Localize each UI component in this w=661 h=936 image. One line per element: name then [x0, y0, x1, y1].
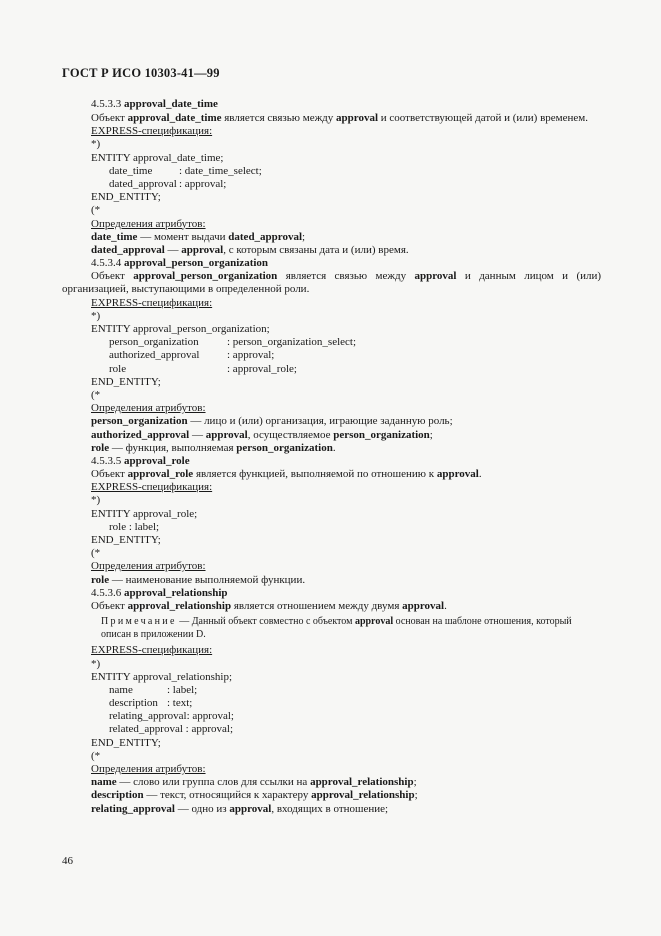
entity-attribute: relating_approval: approval;	[109, 710, 234, 723]
attribute-definition: person_organization — лицо и (или) организация, играющие заданную роль;	[91, 415, 453, 428]
section-description: Объект approval_relationship является отношением между двумя approval.	[91, 599, 447, 612]
attribute-definitions-label: Определения атрибутов:	[91, 217, 206, 230]
entity-declaration: ENTITY approval_role;	[91, 507, 198, 520]
express-close: (*	[91, 204, 101, 217]
entity-attribute: date_time : date_time_select;	[109, 164, 262, 177]
attribute-definitions-label: Определения атрибутов:	[91, 763, 206, 776]
entity-end: END_ENTITY;	[91, 375, 161, 388]
section-heading: 4.5.3.3 approval_date_time	[91, 98, 218, 110]
express-open: *)	[91, 657, 101, 670]
section-heading: 4.5.3.5 approval_role	[91, 454, 190, 467]
express-open: *)	[91, 309, 101, 322]
entity-declaration: ENTITY approval_person_organization;	[91, 323, 270, 336]
express-spec-label: EXPRESS-спецификация:	[91, 481, 213, 494]
entity-attribute: role : approval_role;	[109, 362, 297, 375]
attribute-definitions-label: Определения атрибутов:	[91, 560, 206, 573]
express-spec-label: EXPRESS-спецификация:	[91, 644, 213, 657]
express-spec-label: EXPRESS-спецификация:	[91, 296, 213, 309]
attribute-definition: name — слово или группа слов для ссылки на approval_relationship;	[91, 776, 417, 789]
express-close: (*	[91, 749, 101, 762]
entity-declaration: ENTITY approval_relationship;	[91, 670, 233, 683]
entity-attribute: name : label;	[109, 683, 198, 696]
note: Примечание — Данный объект совместно с объектом approval основан на шаблоне отношения, который описан в приложении D.	[101, 616, 572, 640]
express-spec-label: EXPRESS-спецификация:	[91, 125, 213, 138]
attribute-definitions-label: Определения атрибутов:	[91, 402, 206, 415]
express-close: (*	[91, 388, 101, 401]
attribute-definition: dated_approval — approval, с которым связаны дата и (или) время.	[91, 243, 409, 256]
page-content	[62, 98, 602, 816]
entity-end: END_ENTITY;	[91, 534, 161, 547]
note-label: Примечание	[101, 616, 177, 628]
entity-attribute: person_organization : person_organization_select;	[109, 336, 357, 349]
entity-attribute: dated_approval : approval;	[109, 177, 227, 190]
attribute-definition: role — наименование выполняемой функции.	[91, 573, 306, 586]
attribute-definition: date_time — момент выдачи dated_approval;	[91, 230, 306, 243]
page-number: 46	[62, 855, 73, 867]
attribute-definition: role — функция, выполняемая person_organization.	[91, 441, 336, 454]
document-header: ГОСТ Р ИСО 10303-41—99	[62, 66, 220, 80]
entity-attribute: role : label;	[109, 520, 160, 533]
section-description: Объект approval_role является функцией, выполняемой по отношению к approval.	[91, 468, 482, 481]
section-heading: 4.5.3.6 approval_relationship	[91, 586, 228, 599]
entity-attribute: related_approval : approval;	[109, 723, 234, 736]
express-open: *)	[91, 138, 101, 151]
entity-end: END_ENTITY;	[91, 191, 161, 204]
attribute-definition: authorized_approval — approval, осуществляемое person_organization;	[91, 428, 433, 441]
entity-end: END_ENTITY;	[91, 736, 161, 749]
section-description: Объект approval_date_time является связью между approval и соответствующей датой и (или) временем.	[91, 112, 588, 124]
express-close: (*	[91, 547, 101, 560]
section-description: Объект approval_person_organization является связью между approval и данным лицом и (или) организацией, выступающими в определенной роли.	[62, 270, 602, 296]
express-open: *)	[91, 494, 101, 507]
entity-declaration: ENTITY approval_date_time;	[91, 151, 224, 164]
attribute-definition: relating_approval — одно из approval, входящих в отношение;	[91, 802, 389, 815]
attribute-definition: description — текст, относящийся к характеру approval_relationship;	[91, 789, 418, 802]
entity-attribute: description : text;	[109, 697, 193, 710]
entity-attribute: authorized_approval : approval;	[109, 349, 275, 362]
section-heading: 4.5.3.4 approval_person_organization	[91, 257, 269, 270]
